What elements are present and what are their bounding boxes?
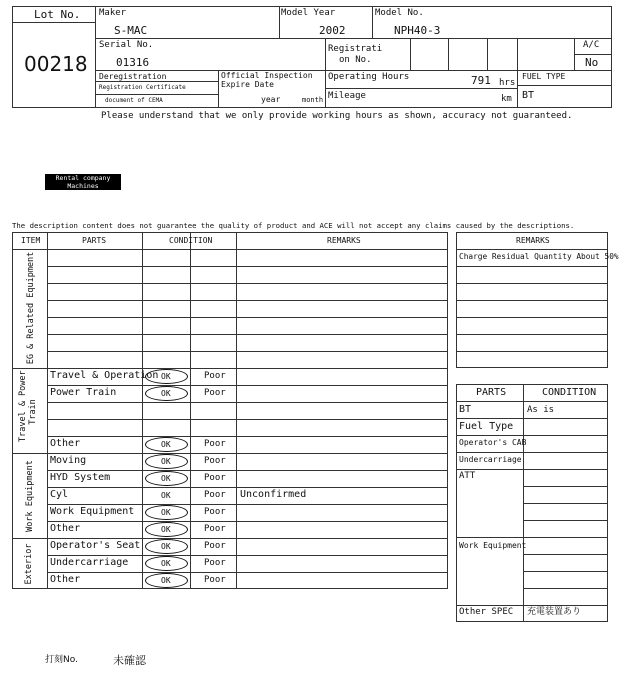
cema-label: document of CEMA: [105, 97, 163, 104]
poor-option: Poor: [204, 524, 226, 534]
maker-value: S-MAC: [114, 24, 148, 37]
operating-hours-value: 791: [471, 74, 491, 87]
section-work: Work Equipment: [25, 460, 35, 532]
poor-option: Poor: [204, 575, 226, 585]
bt-condition: As is: [527, 405, 555, 415]
poor-option: Poor: [204, 439, 226, 449]
part-travel-operation: Travel & Operation: [50, 370, 159, 381]
registration-label: Registrati: [328, 44, 383, 54]
part-undercarriage-right: Undercarriage: [459, 455, 522, 464]
part-operators-cab: Operator's CAB: [459, 438, 527, 447]
part-other-exterior: Other: [50, 574, 81, 585]
ok-option: OK: [161, 525, 171, 534]
km-unit: km: [501, 94, 512, 104]
remarks-table-header: REMARKS: [516, 236, 550, 245]
part-hyd-system: HYD System: [50, 472, 111, 483]
part-work-equipment-right: Work Equipment: [459, 541, 527, 550]
ok-option: OK: [161, 491, 171, 500]
rental-badge-line-2: Machines: [67, 182, 99, 190]
disclaimer: The description content does not guarantee the quality of product and ACE will not accept any claims caused by the descriptions.: [12, 221, 575, 230]
fuel-type-label: FUEL TYPE: [522, 72, 566, 81]
item-header: ITEM: [21, 236, 41, 245]
model-no-label: Model No.: [375, 8, 424, 18]
lot-number: 00218: [24, 52, 88, 76]
other-spec-value: 充電装置あり: [527, 607, 582, 617]
remarks-header: REMARKS: [327, 236, 361, 245]
operating-hours-label: Operating Hours: [328, 72, 410, 82]
section-eg: EG & Related Equipment: [26, 251, 36, 365]
model-no-value: NPH40-3: [394, 24, 441, 37]
part-moving: Moving: [50, 455, 87, 466]
deregistration-label: Deregistration: [99, 72, 167, 81]
stamp-value: 未確認: [113, 654, 146, 667]
parts-header-right: PARTS: [476, 387, 507, 398]
ok-option: OK: [161, 440, 171, 449]
model-year-value: 2002: [319, 24, 346, 37]
ok-option: OK: [161, 508, 171, 517]
rental-badge-line-1: Rental company: [55, 174, 111, 182]
part-att: ATT: [459, 471, 476, 481]
section-travel: [18, 370, 38, 442]
rental-company-badge: [45, 174, 121, 190]
ok-option: OK: [161, 372, 171, 381]
ok-option: OK: [161, 542, 171, 551]
section-travel-line-2: Train: [28, 399, 38, 425]
part-fuel-type: Fuel Type: [459, 421, 514, 432]
part-work-equipment: Work Equipment: [50, 506, 135, 517]
poor-option: Poor: [204, 558, 226, 568]
part-operators-seat: Operator's Seat: [50, 540, 141, 551]
model-year-label: Model Year: [281, 8, 336, 18]
ok-option: OK: [161, 474, 171, 483]
parts-header: PARTS: [82, 236, 107, 245]
ok-option: OK: [161, 576, 171, 585]
stamp-label: 打刻No.: [45, 655, 78, 665]
working-hours-notice: Please understand that we only provide working hours as shown, accuracy not guaranteed.: [101, 111, 573, 121]
part-undercarriage: Undercarriage: [50, 557, 129, 568]
section-travel-line-1: Travel & Power: [18, 370, 28, 442]
month-label: month: [302, 96, 324, 104]
poor-option: Poor: [204, 507, 226, 517]
poor-option: Poor: [204, 388, 226, 398]
part-other-spec: Other SPEC: [459, 607, 514, 617]
ac-value: No: [585, 56, 599, 69]
inspection-label: Official Inspection: [221, 71, 313, 80]
part-cyl: Cyl: [50, 489, 69, 500]
registration-cert-label: Registration Certificate: [99, 84, 186, 91]
registration-label-2: on No.: [339, 55, 372, 65]
poor-option: Poor: [204, 490, 226, 500]
poor-option: Poor: [204, 541, 226, 551]
poor-option: Poor: [204, 456, 226, 466]
part-power-train: Power Train: [50, 387, 117, 398]
mileage-label: Mileage: [328, 91, 366, 101]
serial-value: 01316: [116, 56, 150, 69]
part-other-travel: Other: [50, 438, 81, 449]
year-label: year: [261, 95, 281, 104]
part-bt: BT: [459, 404, 472, 415]
ok-option: OK: [161, 389, 171, 398]
inspection-label-2: Expire Date: [221, 80, 274, 89]
ac-label: A/C: [583, 40, 600, 50]
ok-option: OK: [161, 457, 171, 466]
remarks-charge-note: Charge Residual Quantity About 50%: [459, 252, 619, 261]
section-exterior: Exterior: [24, 543, 34, 585]
poor-option: Poor: [204, 473, 226, 483]
maker-label: Maker: [99, 8, 127, 18]
condition-header-right: CONDITION: [542, 387, 597, 398]
cyl-remark: Unconfirmed: [240, 489, 307, 500]
hrs-unit: hrs: [499, 78, 516, 88]
lot-label: Lot No.: [34, 8, 81, 21]
condition-header: CONDITION: [169, 236, 213, 245]
ok-option: OK: [161, 559, 171, 568]
part-other-work: Other: [50, 523, 81, 534]
serial-label: Serial No.: [99, 40, 154, 50]
fuel-type-value: BT: [522, 90, 535, 101]
condition-table: [12, 232, 448, 589]
poor-option: Poor: [204, 371, 226, 381]
